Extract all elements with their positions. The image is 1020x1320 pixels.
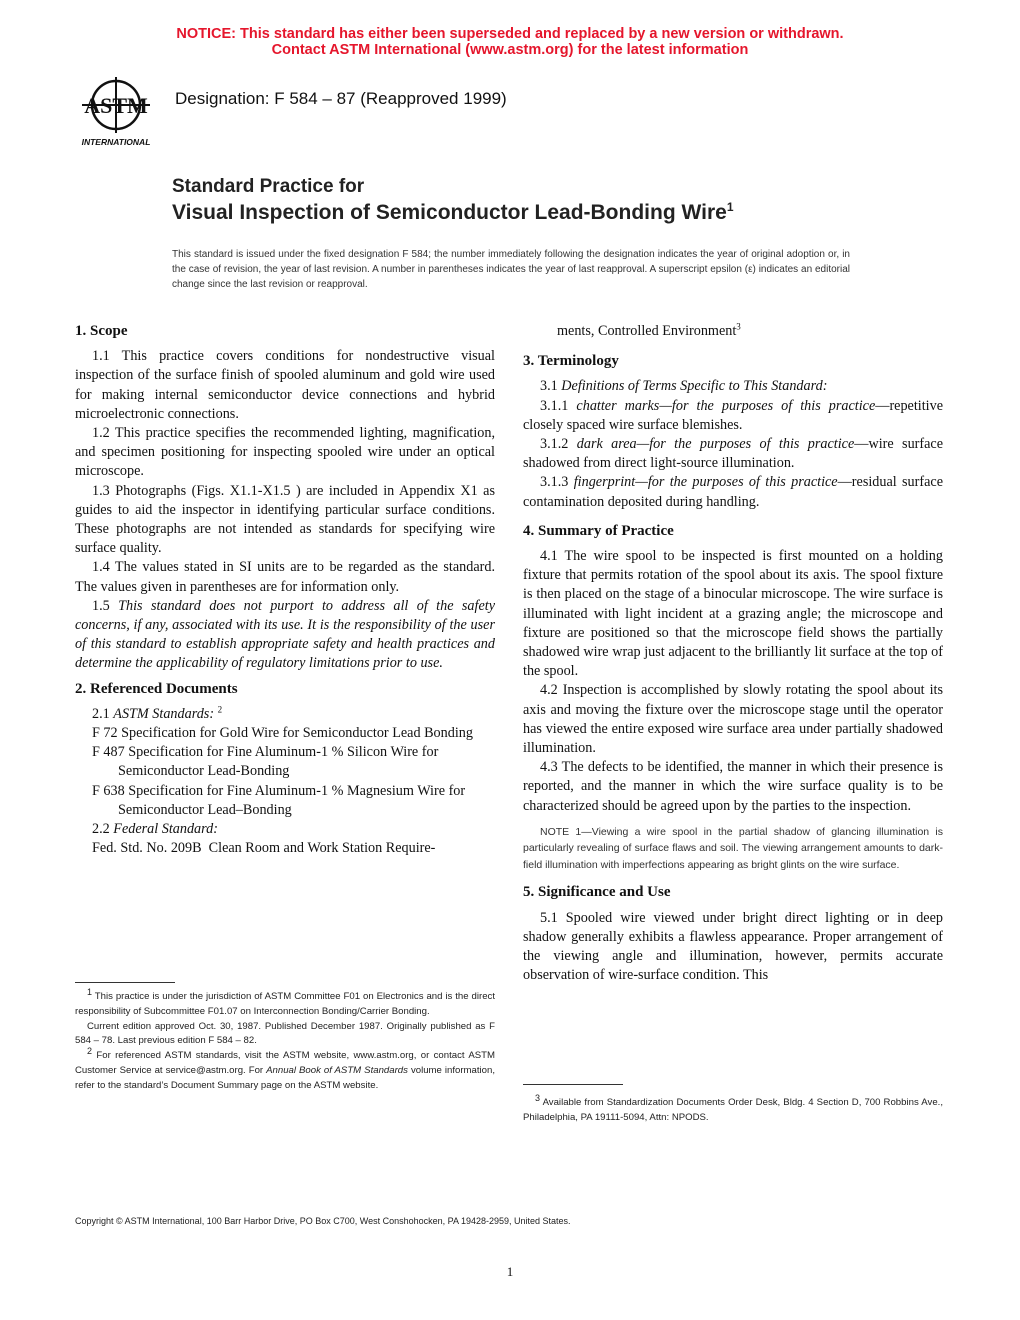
designation: Designation: F 584 – 87 (Reapproved 1999) [175,89,507,108]
para-3-1-2-text: —wire surface shadowed from direct light-source illumination. [523,436,944,472]
notice-line-1: NOTICE: This standard has either been superseded and replaced by a new version or withdrawn. [176,26,844,42]
withdrawal-notice [0,26,1020,58]
para-2-1-text: ASTM Standards: [113,705,215,722]
para-2-2-text: Federal Standard: [113,821,218,838]
document-title [172,175,734,227]
para-4-1: 4.1 The wire spool to be inspected is first mounted on a holding fixture that permits rotation of the spool about its axis. The spool fixture is then placed on the stage of a binocular microscope. The wire surface is illuminated with light incident at a grazing angle; the microscope and fixture are positioned so that the microscope field shows the partially shadowed wire wrap just adjacent to the brilliantly lit surface at the top of the spool. [523,548,943,680]
footnote-rule-right [523,1084,623,1085]
ref-fedstd-continued [523,322,943,341]
para-1-5 [75,597,495,674]
ref-f72: F 72 Specification for Gold Wire for Semiconductor Lead Bonding [92,725,473,742]
page-number: 1 [506,1264,514,1279]
section-heading-refdocs: 2. Referenced Documents [75,680,238,697]
footnote-3 [523,1092,943,1126]
footnote-2-italic: Annual Book of ASTM Standards [266,1064,408,1076]
para-3-1-2-term: dark area—for the purposes of this practice [576,436,855,453]
footnote-1-mark: 1 [87,986,93,997]
section-heading-scope: 1. Scope [75,323,128,339]
para-1-5-text: This standard does not purport to address all of the safety concerns, if any, associated with its use. It is the responsibility of the user of this standard to establish appropriate safety and health practices and determine the applicability of regulatory limitations prior to use. [75,597,495,672]
logo-subtext: INTERNATIONAL [81,137,151,147]
para-3-1-3 [523,473,943,511]
para-3-1-1-term: chatter marks—for the purposes of this practice [576,397,876,414]
section-heading-summary: 4. Summary of Practice [523,522,674,539]
para-3-1-1-num: 3.1.1 [540,397,569,414]
para-4-3: 4.3 The defects to be identified, the manner in which their presence is reported, and the manner in which the wire surface quality is to be characterized should be agreed upon by the parties to the inspection. [523,759,943,814]
para-3-1-text: Definitions of Terms Specific to This Standard: [561,378,828,395]
title-line-1: Standard Practice for [172,176,365,197]
ref-f487: F 487 Specification for Fine Aluminum-1 % Silicon Wire for Semiconductor Lead-Bonding [92,744,439,780]
section-heading-significance: 5. Significance and Use [523,884,671,901]
intro-paragraph: This standard is issued under the fixed designation F 584; the number immediately following the designation indicates the year of original adoption or, in the case of revision, the year of last revision. A number in parentheses indicates the year of last reapproval. A superscript epsilon (ε) indicates an editorial change since the last revision or reapproval. [172,249,850,290]
para-1-3: 1.3 Photographs (Figs. X1.1-X1.5 ) are included in Appendix X1 as guides to aid the inspector in identifying particular surface conditions. These photographs are not intended as standards for specifying wire surface quality. [75,482,495,557]
footnotes-left [75,986,496,1094]
footnote-3-mark: 3 [535,1092,541,1103]
ref-fedstd: Fed. Std. No. 209B Clean Room and Work Station Require- [92,840,436,857]
para-1-1: 1.1 This practice covers conditions for nondestructive visual inspection of the surface finish of spooled aluminum and gold wire used for making internal semiconductor device connections and hybrid microelectronic connections. [75,348,495,422]
title-footnote-mark: 1 [726,200,734,214]
para-3-1-3-term: fingerprint—for the purposes of this practice [573,474,838,491]
para-3-1 [523,377,943,396]
footnote-2-mark: 2 [87,1046,93,1056]
para-3-1-2 [523,435,943,473]
title-line-2: Visual Inspection of Semiconductor Lead-Bonding Wire [172,201,727,224]
para-3-1-3-num: 3.1.3 [540,474,569,491]
para-5-1: 5.1 Spooled wire viewed under bright direct lighting or in deep shadow generally exhibits a flawless appearance. Proper arrangement of the viewing angle and illumination, however, permits accurate observation of wire-surface condition. This [523,909,943,984]
para-3-1-1 [523,397,943,435]
right-column [523,322,943,985]
footnote-rule-left [75,982,175,983]
para-2-1 [75,705,495,724]
para-1-5-num: 1.5 [92,597,110,614]
copyright-line: Copyright © ASTM International, 100 Barr Harbor Drive, PO Box C700, West Conshohocken, PA 19428-2959, United States. [75,1216,571,1226]
fedstd-fn-mark: 3 [736,321,741,332]
para-2-1-num: 2.1 [92,705,110,722]
footnote-1-text: This practice is under the jurisdiction of ASTM Committee F01 on Electronics and is the direct responsibility of Subcommittee F01.07 on Interconnection Bonding/Carrier Bonding. [75,991,495,1017]
footnote-2 [75,1046,496,1093]
footnote-1b: Current edition approved Oct. 30, 1987. Published December 1987. Originally published as F 584 – 78. Last previous edition F 584 – 82. [75,1020,495,1047]
left-column [75,322,495,858]
para-3-1-3-text: —residual surface contamination deposited during handling. [523,474,943,510]
fedstd-continued-text: ments, Controlled Environment [557,323,737,339]
para-3-1-num: 3.1 [540,378,558,395]
para-2-1-fn: 2 [217,704,223,715]
para-3-1-1-text: —repetitive closely spaced wire surface blemishes. [523,397,944,433]
para-2-2-num: 2.2 [92,821,110,838]
footnote-1 [75,986,495,1020]
astm-logo [70,73,162,149]
para-1-2: 1.2 This practice specifies the recommended lighting, magnification, and specimen positioning for inspecting spooled wire under an optical microscope. [75,425,495,480]
ref-f638: F 638 Specification for Fine Aluminum-1 % Magnesium Wire for Semiconductor Lead–Bonding [92,782,466,818]
para-4-2: 4.2 Inspection is accomplished by slowly rotating the spool about its axis and moving the fixture over the microscope stage until the operator has viewed the entire exposed wire surface area under partially shadowed illumination. [523,682,943,757]
section-heading-terminology: 3. Terminology [523,353,619,370]
logo-letters: ASTM [84,93,148,118]
footnote-2-text-a: For referenced ASTM standards, visit the ASTM website, www.astm.org, or contact ASTM Customer Service at service@astm.org. For [75,1050,496,1076]
para-3-1-2-num: 3.1.2 [540,436,569,453]
footnote-2-text-b: volume information, refer to the standard’s Document Summary page on the ASTM website. [75,1064,495,1091]
astm-logo-icon [70,73,162,149]
note-1: NOTE 1—Viewing a wire spool in the partial shadow of glancing illumination is particularly revealing of surface flaws and soil. The viewing arrangement amounts to dark-field illumination with imperfections appearing as bright glints on the wire surface. [523,825,943,871]
footnote-3-text: Available from Standardization Documents Order Desk, Bldg. 4 Section D, 700 Robbins Ave., Philadelphia, PA 19111-5094, Attn: NPODS. [523,1097,943,1123]
footnotes-right [523,1092,943,1126]
notice-line-2: Contact ASTM International (www.astm.org) for the latest information [271,42,749,58]
para-1-4: 1.4 The values stated in SI units are to be regarded as the standard. The values given in parentheses are for information only. [75,559,495,595]
para-2-2 [75,820,495,839]
